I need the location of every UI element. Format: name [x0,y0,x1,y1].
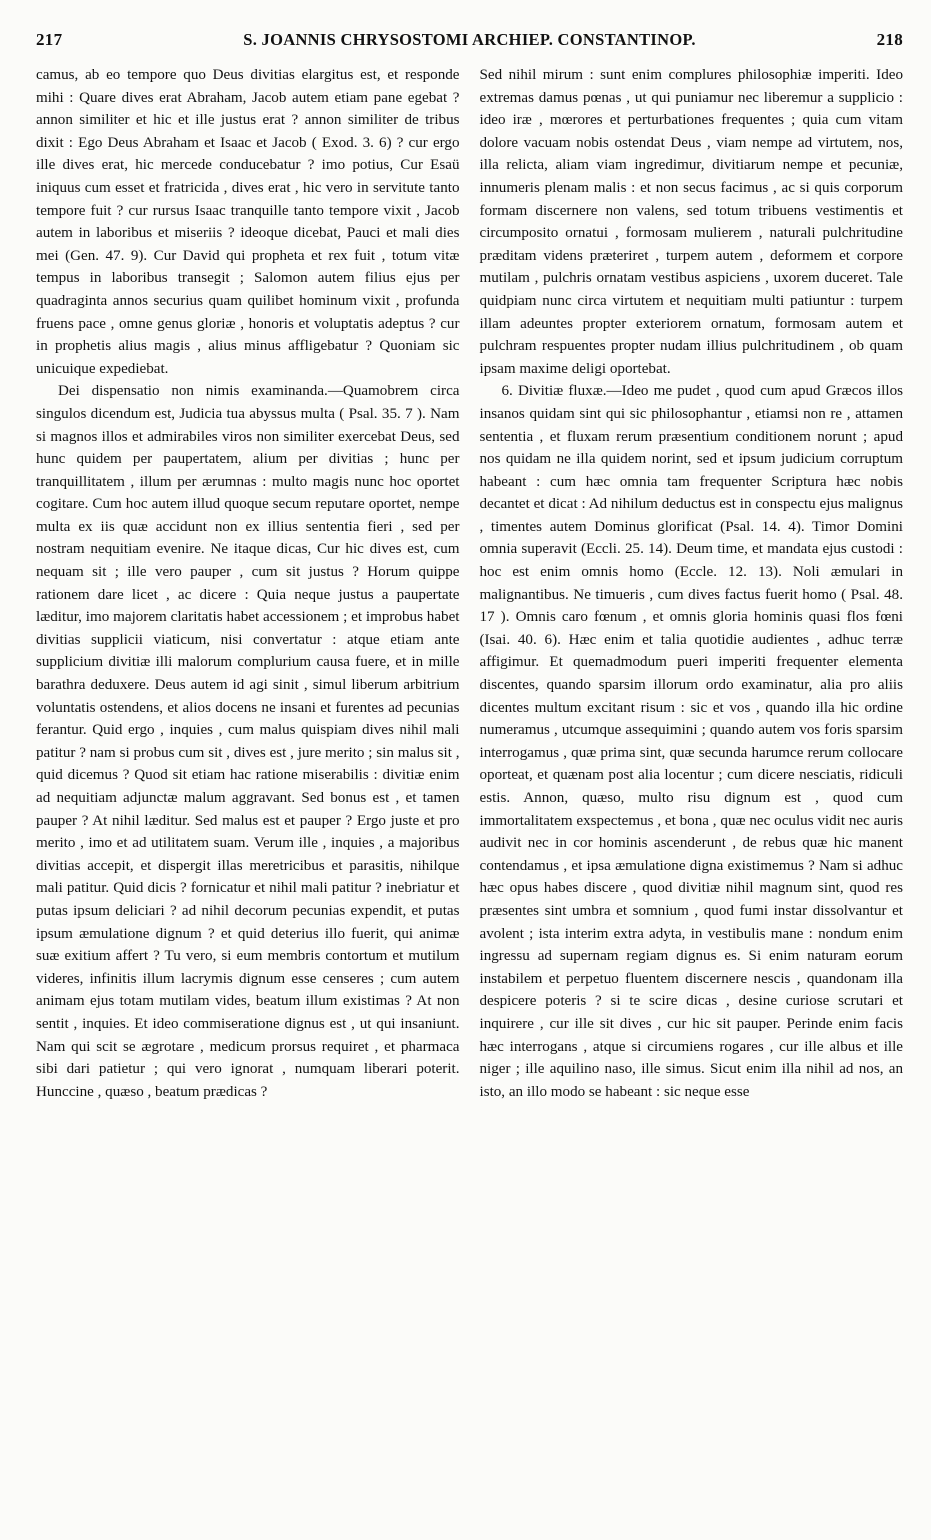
right-paragraph-1: Sed nihil mirum : sunt enim complures philosophiæ imperiti. Ideo extremas damus pœnas , ut qui puniamur nec liberemur a supplicio : ideo iræ , mœrores et perturbationes frequentes ; quia cum vitam dolore vacuam nobis ostendat Deus , viam nempe ad virtutem, nos, illa relicta, aliam viam ingredimur, divitiarum nempe et pecuniæ, innumeris plenam malis : et non secus facimus , ac si quis corporum formam discernere non valens, sed totum tribuens vestimentis et circumposito ornatui , formosam mulierem , naturali pulchritudine præditam videns præteriret , turpem autem , deformem et corpore mutilam , pulchris ornatam vestibus aspiciens , uxorem duceret. Tale quidpiam nunc circa virtutem et nequitiam multi patiuntur : turpem illam adeuntes propter exteriorem ornatum, formosam autem et pulchram respuentes propter nudam illius pulchritudinem , ob quam ipsam maxime deligi oportebat. [479,67,903,377]
text-columns [36,64,903,1103]
right-paragraph-2: 6. Divitiæ fluxæ.—Ideo me pudet , quod cum apud Græcos illos insanos quidam sint qui sic philosophantur , etiamsi non re , attamen sententia , et fluxam rerum præsentium conditionem norunt ; apud nos quidam ne illa quidem norint, sed et ipsum judicium corruptum habeant : cum hæc omnia tam frequenter Scriptura hæc nobis decantet et dicat : Ad nihilum deductus est in conspectu ejus malignus , timentes autem Dominus glorificat (Psal. 14. 4). Timor Domini omnia superavit (Eccli. 25. 14). Deum time, et mandata ejus custodi : hoc est enim omnis homo (Eccle. 12. 13). Noli æmulari in malignantibus. Ne timueris , cum dives factus fuerit homo ( Psal. 48. 17 ). Omnis caro fœnum , et omnis gloria hominis quasi flos fœni (Isai. 40. 6). Hæc enim et talia quotidie audientes , adhuc terræ affigimur. Et quemadmodum pueri imperiti frequenter elementa discentes, quando sparsim illorum ordo examinatur, alia pro aliis dicentes multum excitant risum : sic et vos , quando illa hic ordine numeramus , utcumque assequimini ; quando autem vos foris sparsim interrogamus , quæ prima sint, quæ secunda harumce rerum collocare oporteat, et quænam post alia locentur ; cum dicere nesciatis, ridiculi estis. Annon, quæso, multo risu dignum est , quod cum immortalitatem exspectemus , et bona , quæ nec oculus vidit nec auris audivit nec in cor hominis ascenderunt , de rebus quæ hic manent contendamus , et ipsa æmulatione digna existimemus ? Nam si adhuc hæc opus habes discere , quod divitiæ nihil magnum sint, quod res præsentes sint umbra et somnium , quod fumi instar dissolvantur et avolent ; ista interim extra adyta, in vestibulis mane : nondum enim ingressu ad supernam regiam dignus es. Si enim naturam eorum instabilem et perpetuo fluentem discernere nescis , quandonam illa despicere poteris ? si te scire dicas , desine curiose scrutari et inquirere , cur ille sit dives , cur hic sit pauper. Perinde enim facis hæc interrogans , atque si circumiens rogares , cur ille albus et ille niger ; ille aquilino naso, ille simus. Sicut enim illa nihil ad nos, an isto, an illo modo se habeant : sic neque esse [479,383,903,1100]
left-page-number: 217 [36,30,63,49]
right-page-number: 218 [876,30,903,49]
left-paragraph-2: Dei dispensatio non nimis examinanda.—Quamobrem circa singulos dicendum est, Judicia tua abyssus multa ( Psal. 35. 7 ). Nam si magnos illos et admirabiles viros non similiter exercebat Deus, sed hunc quidem per paupertatem, alium per divitias ; hunc per tranquillitatem , illum per ærumnas : multo magis nunc hoc oportet cogitare. Cum hoc autem illud quoque secum reputare oportet, nempe multa ex iis quæ accidunt non ex illius sententia fieri , sed per nostram nequitiam evenire. Ne itaque dicas, Cur hic dives est, cum nequam sit ; ille vero pauper , cum sit justus ? Horum quippe rationem dare licet , ac dicere : Quia neque justus a paupertate læditur, imo majorem claritatis habet accessionem ; et improbus habet divitias supplicii viaticum, nisi convertatur : atque etiam ante supplicium divitiæ illi malorum complurium causa fuere, et in mille barathra deduxere. Deus autem id agi sinit , simul liberum arbitrium voluntatis ostendens, et alios docens ne insani et furentes ad pecunias ferantur. Quid ergo , inquies , cum malus quispiam dives nihil mali patitur ? nam si probus cum sit , dives est , jure merito ; sin malus sit , quid dicemus ? Quod sit etiam hac ratione miserabilis : divitiæ enim ad nequitiam adjunctæ malum aggravant. Sed bonus est , et tamen pauper ? At nihil læditur. Sed malus est et pauper ? Ergo juste et pro merito , imo et ad utilitatem suam. Verum ille , inquies , a majoribus divitias accepit, et dispergit illas meretricibus et parasitis, nihilque mali patitur. Quid dicis ? fornicatur et nihil mali patitur ? inebriatur et putas ipsum deliciari ? ad nihil decorum pecunias expendit, et putas ipsum æmulatione dignum ? et quid deterius illo fuerit, qui animæ suæ exitium affert ? Tu vero, si eum membris contortum et mutilum videres, infinitis illum lacrymis dignum esse censeres ; cum autem animam ejus totam mutilam vides, beatum illum existimas ? At non sentit , inquies. Et ideo commiseratione dignus est , ut qui insaniunt. Nam qui scit se ægrotare , medicum prorsus requiret , et pharmaca sibi dari patietur ; qui vero ignorat , numquam liberari poterit. Hunccine , quæso , beatum prædicas ? [36,383,460,1100]
left-column [36,64,460,1103]
running-header [36,30,903,58]
running-title: S. JOANNIS CHRYSOSTOMI ARCHIEP. CONSTANTINOP. [243,30,696,49]
right-column [480,64,904,1103]
left-paragraph-1: camus, ab eo tempore quo Deus divitias elargitus est, et responde mihi : Quare dives erat Abraham, Jacob autem etiam pane egebat ? annon similiter et hic et ille justus erat ? annon similiter de tribus dixit : Ego Deus Abraham et Isaac et Jacob ( Exod. 3. 6) ? cur ergo ille dives erat, hic mercede conducebatur ? imo potius, Cur Esaü iniquus cum esset et fratricida , dives erat , hic vero in servitute tanto tempore fuit ? cur rursus Isaac tranquille tanto tempore vixit , Jacob autem in laboribus et miseriis ? ideoque dicebat, Pauci et mali dies mei (Gen. 47. 9). Cur David qui propheta et rex fuit , totum vitæ tempus in laboribus transegit ; Salomon autem filius ejus per quadraginta annos securius quam quilibet hominum vixit , profunda fruens pace , omne genus gloriæ , honoris et voluptatis adeptus ? cur in prophetis alius magis , alius minus affligebatur ? Quoniam sic unicuique expediebat. [36,67,460,377]
